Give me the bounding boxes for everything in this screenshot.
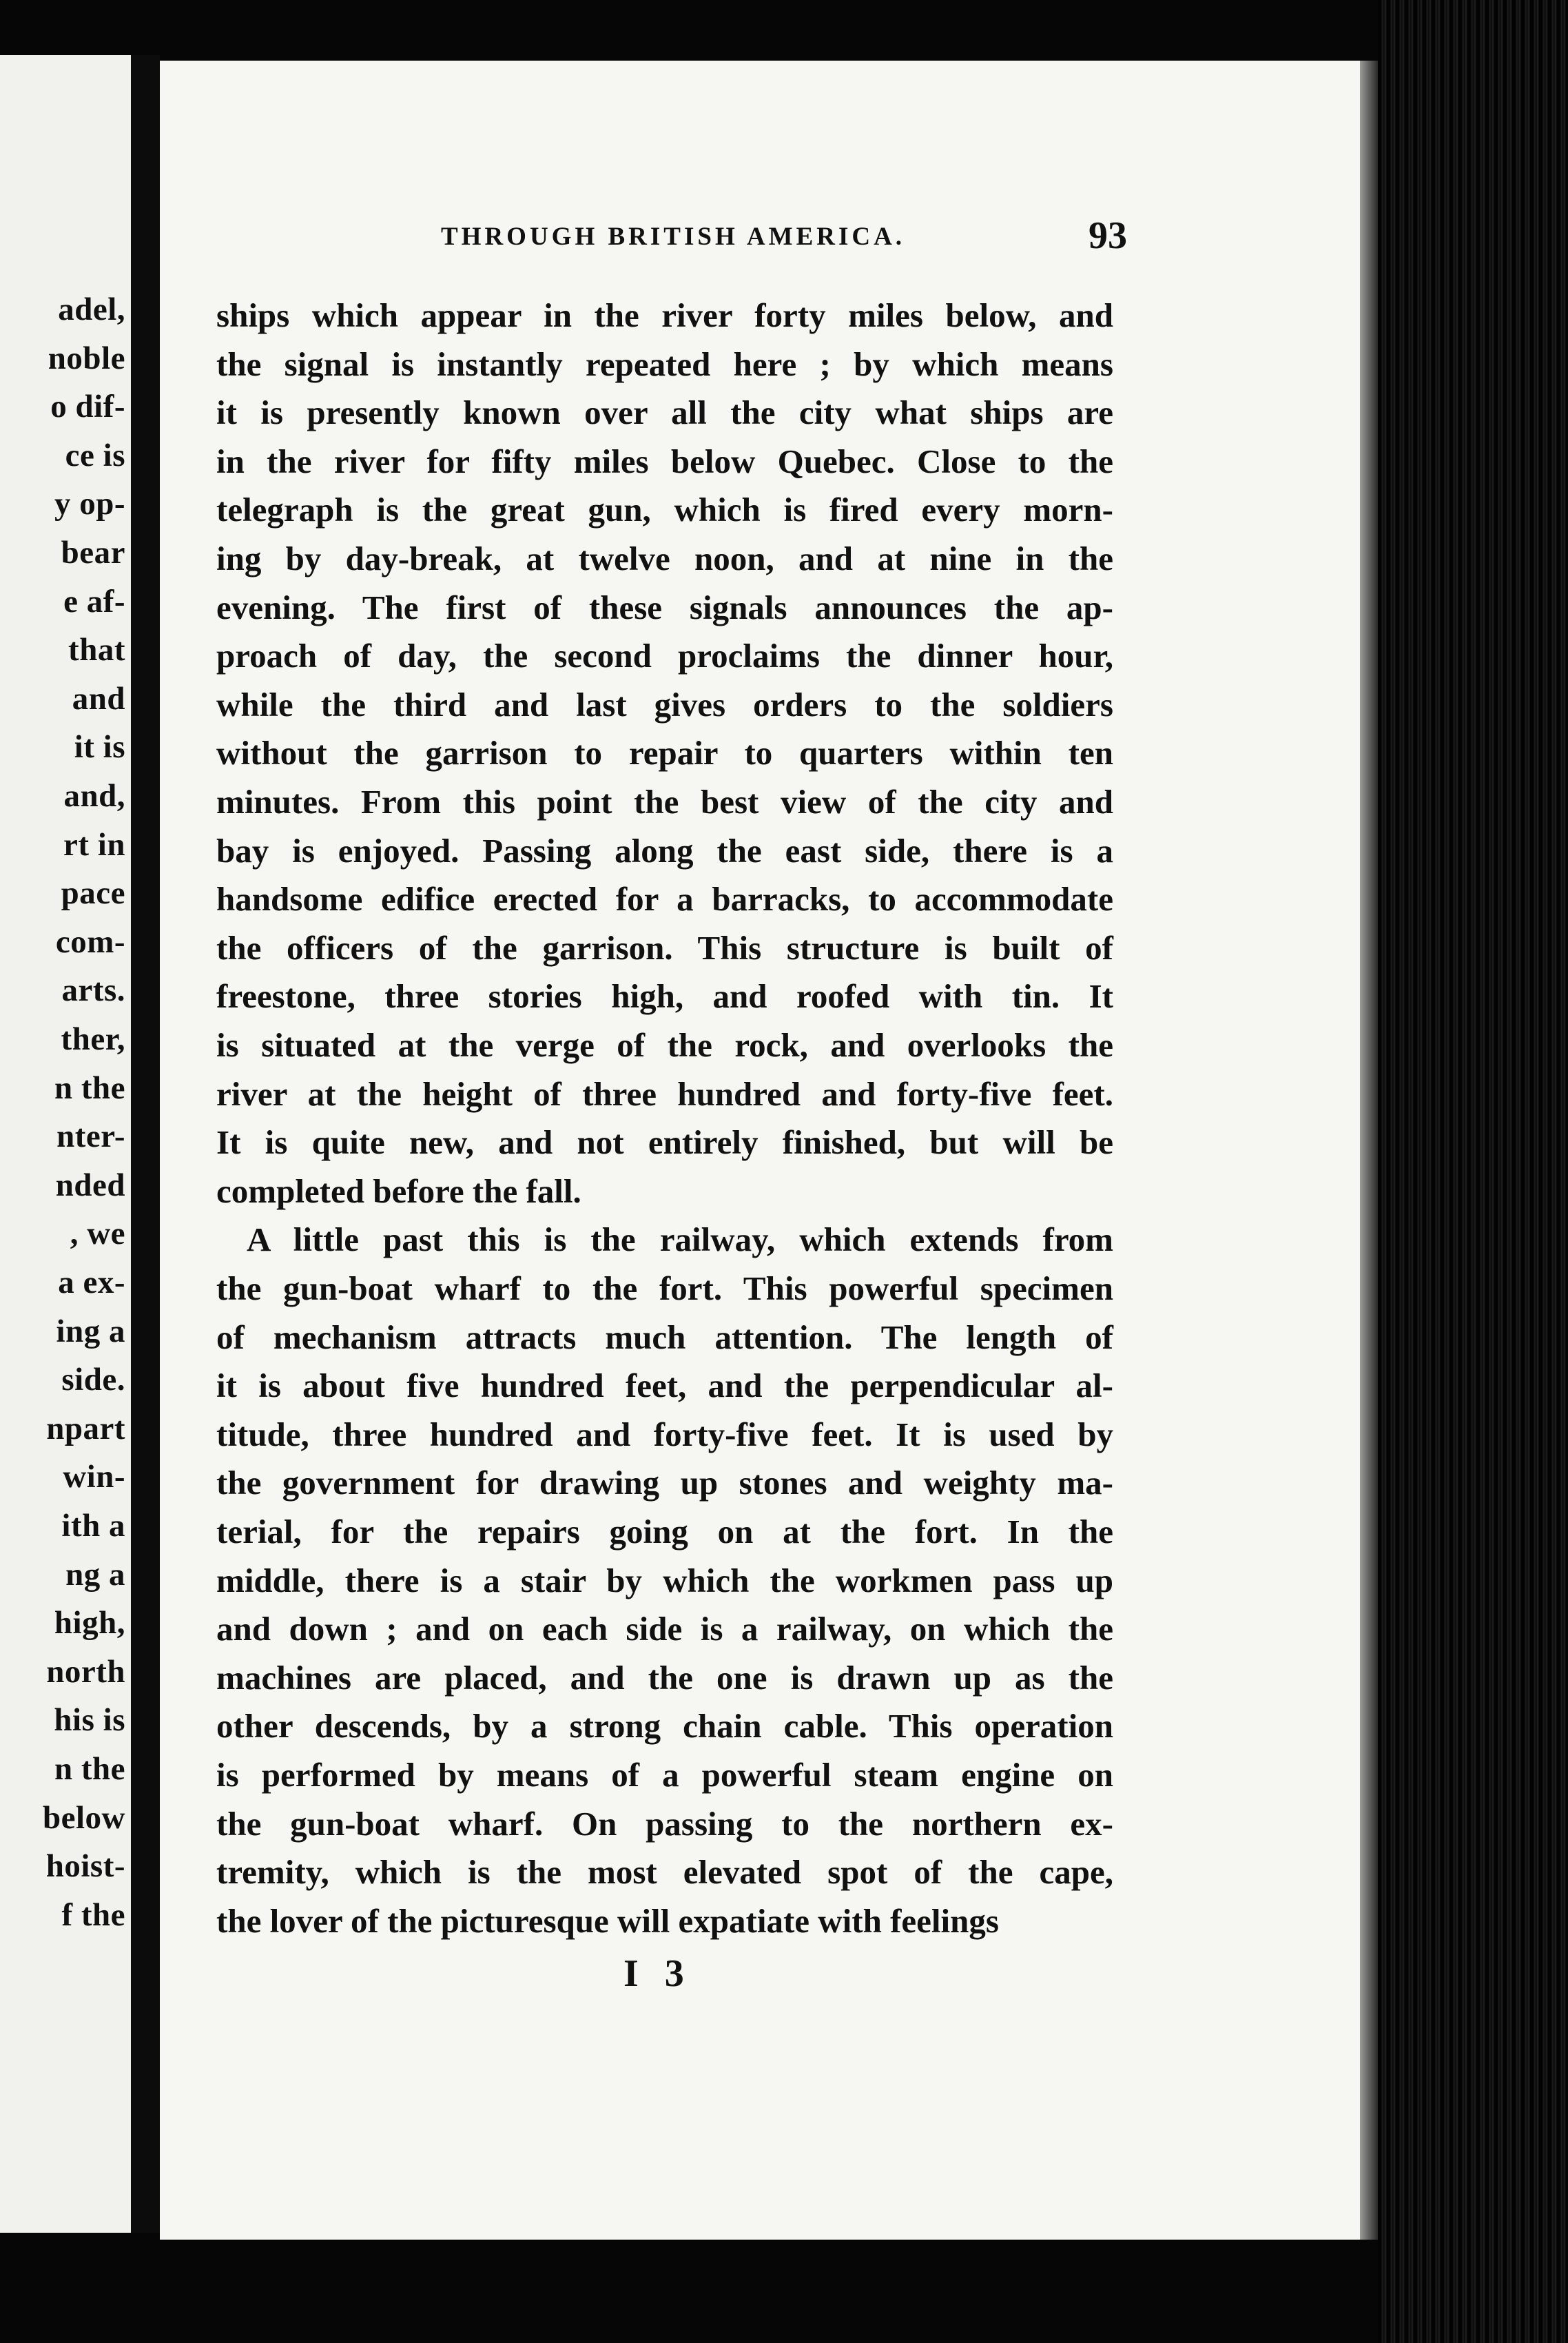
binding-gutter <box>131 55 160 2233</box>
text-line: the gun-boat wharf to the fort. This powerful specimen <box>216 1269 1113 1307</box>
left-page-line-fragment: it is <box>74 729 125 766</box>
left-page-line-fragment: npart <box>46 1410 125 1446</box>
page-edge-shadow <box>1360 61 1378 2240</box>
left-page-line-fragment: f the <box>61 1896 125 1933</box>
left-page-line-fragment: below <box>43 1799 125 1836</box>
text-line: the signal is instantly repeated here ; by which means <box>216 345 1113 383</box>
left-page-line-fragment: pace <box>61 875 125 912</box>
left-page-line-fragment: , we <box>70 1216 125 1252</box>
text-line: river at the height of three hundred and forty-five feet. <box>216 1074 1113 1113</box>
left-page-line-fragment: nded <box>55 1167 125 1203</box>
text-line: is performed by means of a powerful steam engine on <box>216 1756 1113 1794</box>
text-line: completed before the fall. <box>216 1172 581 1210</box>
left-page-line-fragment: and <box>72 680 125 717</box>
text-line: and down ; and on each side is a railway, on which the <box>216 1610 1113 1648</box>
text-line: telegraph is the great gun, which is fired every morn- <box>216 491 1113 529</box>
text-line: middle, there is a stair by which the workmen pass up <box>216 1561 1113 1599</box>
left-page-line-fragment: his is <box>54 1702 125 1739</box>
text-line: in the river for fifty miles below Quebec. Close to the <box>216 442 1113 480</box>
left-page-line-fragment: that <box>68 632 125 668</box>
text-line: bay is enjoyed. Passing along the east side, there is a <box>216 831 1113 870</box>
text-line: it is presently known over all the city what ships are <box>216 393 1113 432</box>
paragraph-start-line: A little past this is the railway, which extends from <box>247 1220 1113 1259</box>
signature-mark: I 3 <box>623 1952 692 1995</box>
text-line: ships which appear in the river forty miles below, and <box>216 296 1113 334</box>
text-line: It is quite new, and not entirely finished, but will be <box>216 1123 1113 1162</box>
text-line: tremity, which is the most elevated spot of the cape, <box>216 1853 1113 1892</box>
left-page-line-fragment: north <box>46 1653 125 1690</box>
left-page-line-fragment: bear <box>61 535 125 571</box>
left-page-line-fragment: n the <box>54 1751 125 1787</box>
text-line: evening. The first of these signals announces the ap- <box>216 588 1113 626</box>
left-page-line-fragment: a ex- <box>58 1265 125 1300</box>
stacked-page-edges <box>1378 0 1568 2343</box>
text-line: without the garrison to repair to quarters within ten <box>216 734 1113 773</box>
left-page-line-fragment: side. <box>61 1362 125 1398</box>
left-page-line-fragment: ing a <box>56 1313 125 1349</box>
text-line: while the third and last gives orders to the soldiers <box>216 685 1113 724</box>
left-page-line-fragment: e af- <box>63 583 125 620</box>
text-line: is situated at the verge of the rock, and overlooks the <box>216 1026 1113 1064</box>
left-page-line-fragment: com- <box>55 923 125 960</box>
left-page-line-fragment: ce is <box>65 437 125 473</box>
left-page-line-fragment: y op- <box>54 486 125 522</box>
left-page-line-fragment: n the <box>54 1070 125 1106</box>
text-line: the officers of the garrison. This structure is built of <box>216 928 1113 967</box>
left-page-line-fragment: noble <box>48 340 125 376</box>
text-line: freestone, three stories high, and roofed with tin. It <box>216 977 1113 1016</box>
text-line: titude, three hundred and forty-five feet. It is used by <box>216 1415 1113 1453</box>
text-line: of mechanism attracts much attention. The length of <box>216 1318 1113 1356</box>
text-line: handsome edifice erected for a barracks, to accommodate <box>216 880 1113 919</box>
text-line: minutes. From this point the best view of the city and <box>216 783 1113 821</box>
left-page-line-fragment: win- <box>63 1459 125 1495</box>
left-page-line-fragment: nter- <box>56 1118 125 1155</box>
page-number: 93 <box>1089 214 1127 257</box>
left-page-line-fragment: rt in <box>63 826 125 863</box>
text-line: proach of day, the second proclaims the dinner hour, <box>216 637 1113 675</box>
text-line: machines are placed, and the one is drawn up as the <box>216 1658 1113 1697</box>
left-page-line-fragment: adel, <box>58 291 125 327</box>
left-page-line-fragment: ith a <box>61 1508 125 1544</box>
left-page-fragment <box>0 55 131 2233</box>
left-page-line-fragment: high, <box>54 1605 125 1641</box>
text-line: the gun-boat wharf. On passing to the northern ex- <box>216 1804 1113 1843</box>
text-line: the government for drawing up stones and weighty ma- <box>216 1464 1113 1502</box>
text-line: ing by day-break, at twelve noon, and at nine in the <box>216 540 1113 577</box>
text-line: the lover of the picturesque will expatiate with feelings <box>216 1901 999 1940</box>
text-line: terial, for the repairs going on at the fort. In the <box>216 1513 1113 1551</box>
running-head: THROUGH BRITISH AMERICA. <box>441 223 906 251</box>
left-page-line-fragment: and, <box>63 778 125 814</box>
left-page-line-fragment: ng a <box>65 1556 125 1593</box>
left-page-line-fragment: ther, <box>61 1021 125 1057</box>
left-page-line-fragment: hoist- <box>45 1848 125 1885</box>
text-line: other descends, by a strong chain cable. This operation <box>216 1707 1113 1746</box>
text-line: it is about five hundred feet, and the perpendicular al- <box>216 1367 1113 1405</box>
left-page-line-fragment: o dif- <box>50 389 125 425</box>
left-page-line-fragment: arts. <box>61 972 125 1009</box>
